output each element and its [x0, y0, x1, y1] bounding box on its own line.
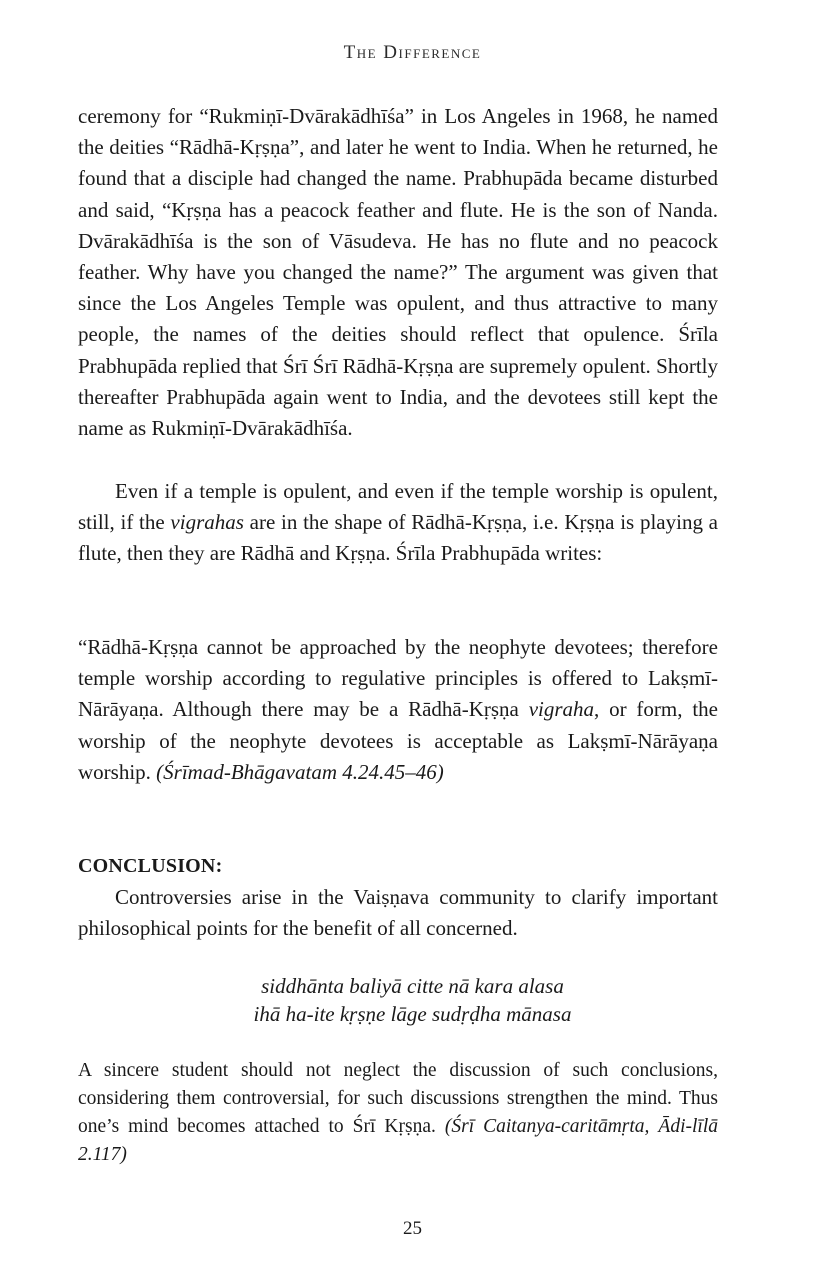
paragraph-text	[78, 476, 718, 570]
quote-citation: (Śrīmad-Bhāgavatam 4.24.45–46)	[156, 759, 444, 784]
italic-term: vigrahas	[170, 510, 244, 535]
conclusion-text: Controversies arise in the Vaiṣṇava community to clarify important philosophical points for the benefit of all concerned.	[78, 885, 718, 941]
body-paragraph-2	[78, 476, 718, 570]
italic-term: vigraha	[528, 697, 595, 722]
running-head: The Difference	[343, 42, 482, 63]
quote-segment: “Rādhā-Kṛṣṇa cannot be approached by the neophyte devotees; therefore temple worship according to regulative principles is offered to Lakṣmī-Nārāyaṇa. Although there may be a Rādhā-Kṛṣṇa	[78, 635, 718, 722]
paragraph-text: ceremony for “Rukmiṇī-Dvārakādhīśa” in Los Angeles in 1968, he named the deities “Rādhā-Kṛṣṇa”, and later he went to India. When he returned, he found that a disciple had changed the name. Prabhupāda became disturbed and said, “Kṛṣṇa has a peacock feather and flute. He is the son of Nanda. Dvārakādhīśa is the son of Vāsudeva. He has no flute and no peacock feather. Why have you changed the name?” The argument was given that since the Los Angeles Temple was opulent, and thus attractive to many people, the names of the deities should reflect that opulence. Śrīla Prabhupāda replied that Śrī Śrī Rādhā-Kṛṣṇa are supremely opulent. Shortly thereafter Prabhupāda again went to India, and the devotees still kept the name as Rukmiṇī-Dvārakādhīśa.	[78, 104, 718, 441]
verse-line-1: siddhānta baliyā citte nā kara alasa	[261, 974, 564, 998]
paragraph-segment: are in the shape of Rādhā-Kṛṣṇa, i.e. Kṛṣṇa is playing a flute, then they are Rādhā and Kṛṣṇa. Śrīla Prabhupāda writes:	[78, 510, 718, 566]
translation-citation: (Śrī Caitanya-caritāmṛta, Ādi-līlā 2.117)	[78, 1116, 719, 1165]
quote-text	[78, 632, 718, 788]
paragraph-segment: Even if a temple is opulent, and even if the temple worship is opulent, still, if the	[78, 479, 718, 535]
body-paragraph-1	[78, 101, 718, 444]
section-heading: CONCLUSION:	[78, 855, 223, 877]
verse-translation	[78, 1057, 718, 1169]
translation-segment: A sincere student should not neglect the discussion of such conclusions, considering them controversial, for such discussions strengthen the mind. Thus one’s mind becomes attached to Śrī Kṛṣṇa.	[78, 1060, 718, 1137]
page-number: 25	[403, 1218, 422, 1239]
verse-line-2: ihā ha-ite kṛṣṇe lāge sudṛḍha mānasa	[253, 1002, 572, 1026]
quote-segment: , or form, the worship of the neophyte devotees is acceptable as Lakṣmī-Nārāyaṇa worship.	[78, 697, 718, 784]
block-quote	[78, 632, 718, 788]
translation-text	[78, 1057, 718, 1169]
conclusion-section	[78, 851, 718, 945]
